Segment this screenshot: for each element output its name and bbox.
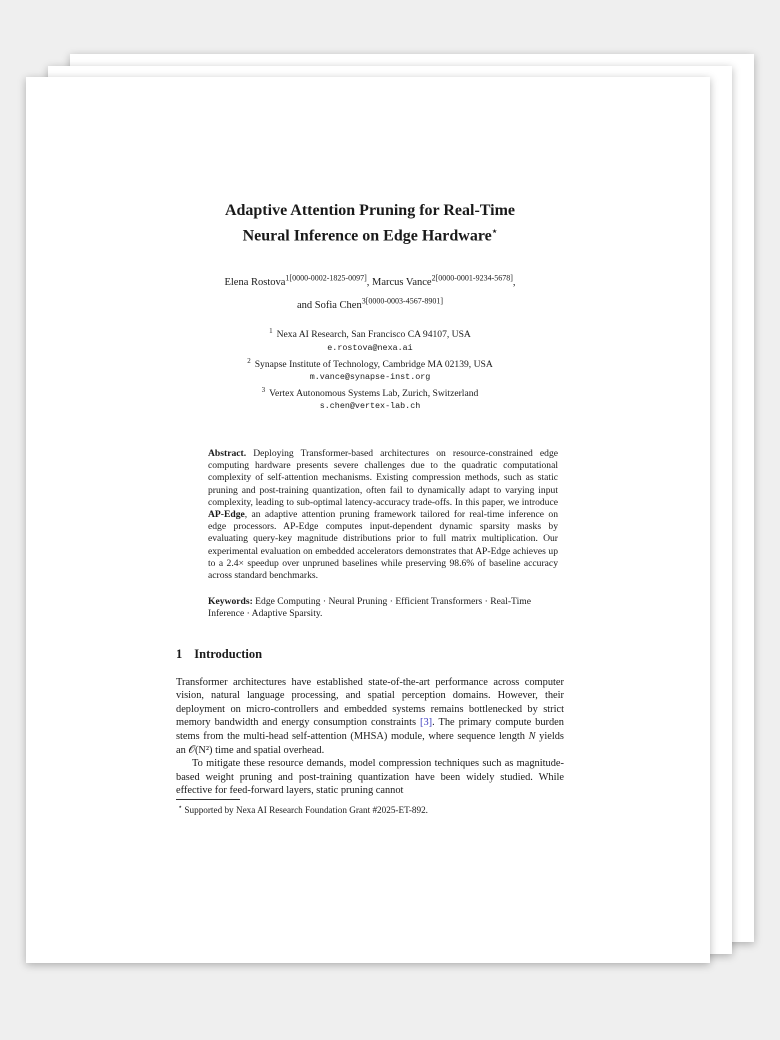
affiliation-name: Vertex Autonomous Systems Lab, Zurich, Switzerland [269,387,479,399]
keywords [208,596,558,620]
title-line-2: Neural Inference on Edge Hardware [242,227,492,245]
title-footnote-mark: ⋆ [491,226,498,236]
abstract-text-1: Deploying Transformer-based architectures on resource-constrained edge computing hardware presents severe challenges due to the quadratic computational complexity of self-attention mechanisms. Existing compression methods, such as static pruning and post-training quantization, often fail to dynamically adapt to varying input complexity, leading to sub-optimal latency-accuracy trade-offs. In this paper, we introduce [208,447,559,508]
paper-title [176,201,564,246]
author-affil-num: 2 [431,273,436,283]
footnote-rule [176,799,240,800]
citation-link[interactable]: [3] [419,717,433,729]
author-affil-num: 1 [285,273,290,283]
author-name: Elena Rostova [224,276,286,288]
math-variable: N [528,730,536,742]
section-title: Introduction [194,646,263,661]
math-complexity: 𝒪(N²) [188,744,213,756]
affiliation-name: Synapse Institute of Technology, Cambridge MA 02139, USA [254,358,493,370]
author-affil-num: 3 [361,296,366,306]
author-3 [296,296,444,312]
author-affil-sup [432,273,513,282]
abstract [208,448,558,582]
author-sep: , [366,276,372,288]
abstract-label: Abstract. [208,447,247,459]
author-2 [372,273,516,288]
author-orcid: [0000-0001-9234-5678] [435,273,513,283]
affiliation-2 [176,355,564,384]
intro-text: yields an [176,730,564,756]
keywords-list: Edge Computing · Neural Pruning · Efficient Transformers · Real-Time Inference · Adaptive Sparsity. [208,596,531,620]
author-orcid: [0000-0003-4567-8901] [365,296,444,306]
abstract-method-name: AP-Edge [208,508,245,520]
footnote-mark: ⋆ [178,802,183,811]
affiliation-name: Nexa AI Research, San Francisco CA 94107, USA [276,329,471,341]
section-heading-introduction [176,647,564,662]
affiliation-email[interactable]: m.vance@synapse-inst.org [309,372,431,383]
author-1 [224,273,372,288]
footnote-text: Supported by Nexa AI Research Foundation Grant #2025-ET-892. [184,804,428,815]
affiliation-num: 1 [269,327,273,336]
affiliation-email[interactable]: e.rostova@nexa.ai [327,343,413,354]
author-sep: , [512,276,516,288]
affiliation-num: 2 [247,356,251,365]
intro-text: . The primary compute burden stems from the multi-head self-attention (MHSA) module, where sequence length [176,717,564,742]
intro-text: Transformer architectures have established state-of-the-art performance across computer vision, natural language processing, and spatial perception domains. However, their deployment on micro-controllers and embedded systems remains bottlenecked by strict memory bandwidth and energy consumption constraints [176,676,564,729]
affiliation-num: 3 [261,385,266,394]
affiliation-1 [176,325,564,354]
intro-text: time and spatial overhead. [215,744,325,756]
author-name: and Sofia Chen [296,300,362,312]
abstract-text-2: , an adaptive attention pruning framework tailored for real-time inference on edge processors. AP-Edge computes input-dependent dynamic sparsity masks by evaluating query-key magnitude distributions prior to full matrix multiplication. Our experimental evaluation on embedded accelerators demonstrates that AP-Edge achieves up to a 2.4× speedup over unpruned baselines while preserving 98.6% of baseline accuracy across standard benchmarks. [208,508,558,581]
author-affil-sup [285,273,366,282]
intro-paragraph-2: To mitigate these resource demands, model compression techniques such as magnitude-based weight pruning and post-training quantization have been widely studied. While effective for feed-forward layers, static pruning cannot [176,758,564,797]
paper-page[interactable] [26,77,710,963]
keywords-label: Keywords: [208,596,253,608]
page-content [176,201,564,817]
author-orcid: [0000-0002-1825-0097] [289,273,367,283]
affiliation-email[interactable]: s.chen@vertex-lab.ch [319,401,421,412]
affiliations [176,325,564,413]
footnote [176,801,564,817]
section-number: 1 [176,646,183,661]
intro-paragraph-1 [176,676,564,758]
affiliation-3 [176,384,564,413]
author-list [176,268,564,315]
author-affil-sup [362,297,443,306]
author-name: Marcus Vance [372,276,432,288]
title-line-1: Adaptive Attention Pruning for Real-Time [224,202,516,219]
